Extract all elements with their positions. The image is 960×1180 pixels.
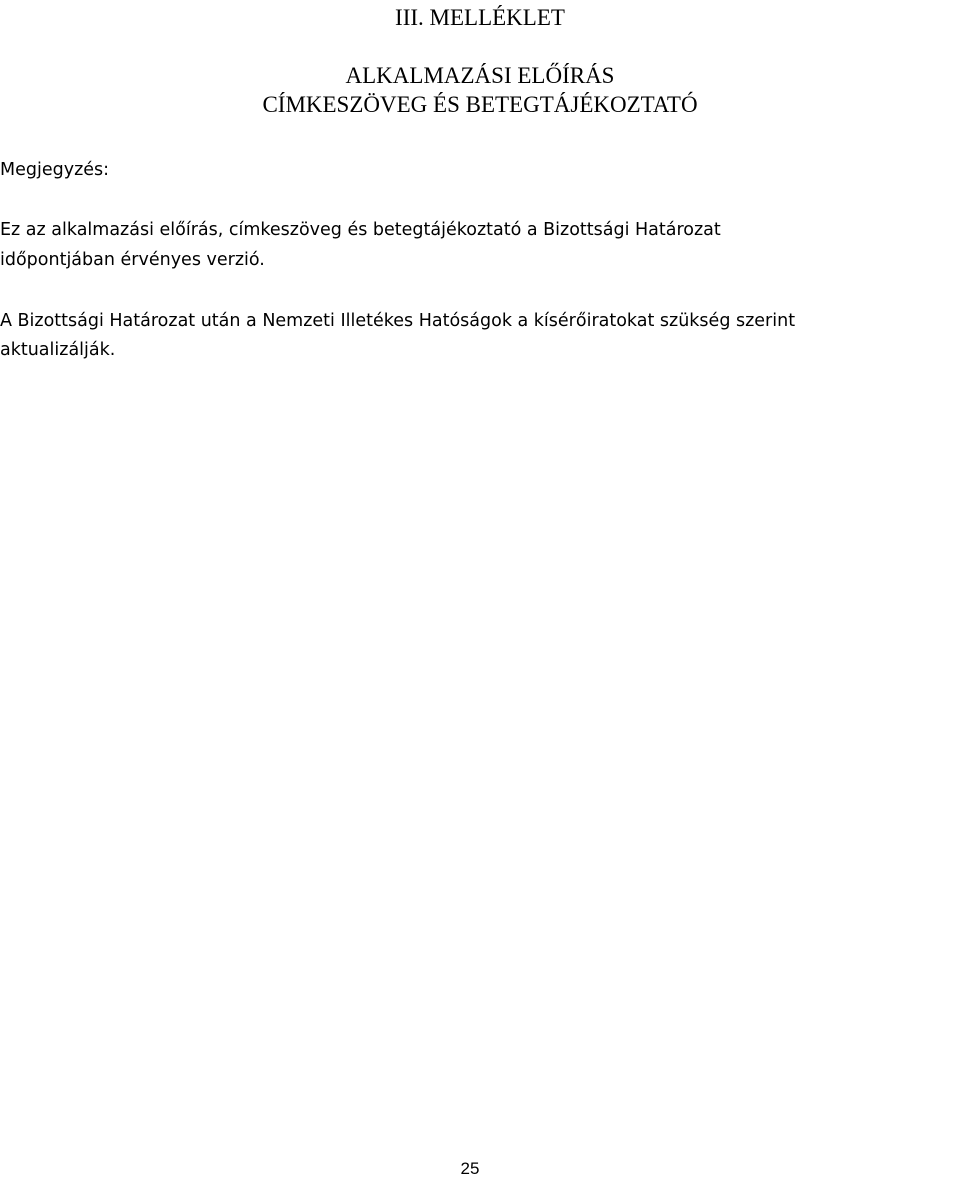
note-label: Megjegyzés: (0, 160, 110, 180)
paragraph-1-line-2: időpontjában érvényes verzió. (0, 250, 265, 270)
page-number: 25 (460, 1159, 480, 1178)
heading-summary-of-product-characteristics: ALKALMAZÁSI ELŐÍRÁS (345, 63, 615, 88)
paragraph-2-line-1: A Bizottsági Határozat után a Nemzeti Illetékes Hatóságok a kísérőiratokat szükség szerint (0, 311, 796, 331)
annex-title: III. MELLÉKLET (395, 5, 565, 30)
heading-labelling-and-package-leaflet: CÍMKESZÖVEG ÉS BETEGTÁJÉKOZTATÓ (262, 92, 698, 117)
paragraph-2-line-2: aktualizálják. (0, 340, 116, 360)
paragraph-1-line-1: Ez az alkalmazási előírás, címkeszöveg és betegtájékoztató a Bizottsági Határozat (0, 220, 721, 240)
